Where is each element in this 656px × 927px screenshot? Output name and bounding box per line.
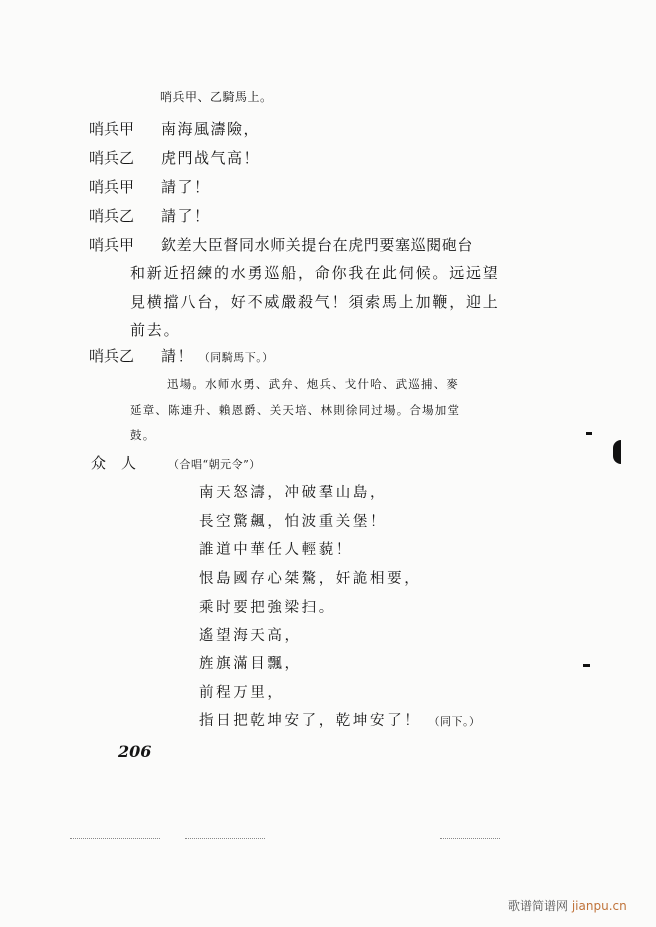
scan-noise [440,838,500,841]
scan-mark [586,432,592,435]
speaker-name: 众 人 [91,454,137,472]
dialogue-line [89,118,260,139]
stage-note: （同騎馬下。） [198,351,274,364]
watermark-url: jianpu.cn [571,899,627,913]
speech-text: 虎門战气高！ [161,149,261,167]
scan-mark [583,664,590,667]
song-line: 前程万里， [199,685,285,701]
scan-noise [70,838,160,841]
speech-text: 請了！ [161,178,211,196]
song-line: 恨島國存心桀驁，奸詭相要， [199,571,422,587]
speaker-name: 哨兵乙 [89,347,135,365]
song-line: 誰道中華任人輕藐！ [199,542,353,558]
watermark-cn: 歌谱简谱网 [508,899,569,913]
speech-continuation: 見横擋八台，好不威嚴殺气！須索馬上加鞭，迎上 [130,293,500,311]
song-line: 遙望海天高， [199,628,302,644]
scan-noise [185,838,265,841]
speech-text: 南海風濤險， [161,120,261,138]
dialogue-line [89,234,473,255]
dialogue-line [89,176,211,197]
speaker-name: 哨兵甲 [89,120,135,138]
stage-direction: 鼓。 [130,428,156,442]
speaker-name: 哨兵乙 [89,149,135,167]
speaker-name: 哨兵甲 [89,236,135,254]
dialogue-line [89,147,260,168]
stage-note: （合唱“朝元令”） [168,458,261,471]
stage-note: （同下。） [428,715,481,728]
speaker-name: 哨兵乙 [89,207,135,225]
stage-direction-top: 哨兵甲、乙騎馬上。 [160,90,273,104]
speech-continuation: 和新近招練的水勇巡船，命你我在此伺候。远远望 [130,264,500,282]
chorus-header [91,452,261,473]
speech-text: 請了！ [161,207,211,225]
speech-text: 請！ [161,347,195,365]
page-number: 206 [118,742,152,761]
dialogue-line [89,205,211,226]
song-line [199,709,481,730]
speech-continuation: 前去。 [130,321,181,339]
song-line: 乘时要把強梁扫。 [199,600,336,616]
dialogue-line [89,345,274,366]
song-line: 旌旗滿目飄， [199,656,302,672]
stage-direction: 迅場。水师水勇、武弁、炮兵、戈什哈、武巡捕、麥 [167,377,460,391]
watermark [508,897,627,914]
song-line-text: 指日把乾坤安了，乾坤安了！ [199,713,422,729]
song-line: 南天怒濤，冲破羣山島， [199,485,388,501]
speaker-name: 哨兵甲 [89,178,135,196]
speech-text: 欽差大臣督同水师关提台在虎門要塞巡閱砲台 [161,236,474,254]
song-line: 長空驚飆，怕波重关堡！ [199,514,388,530]
scan-mark [613,440,621,464]
stage-direction: 延章、陈連升、賴恩爵、关天培、林則徐同过場。合場加堂 [130,403,461,417]
